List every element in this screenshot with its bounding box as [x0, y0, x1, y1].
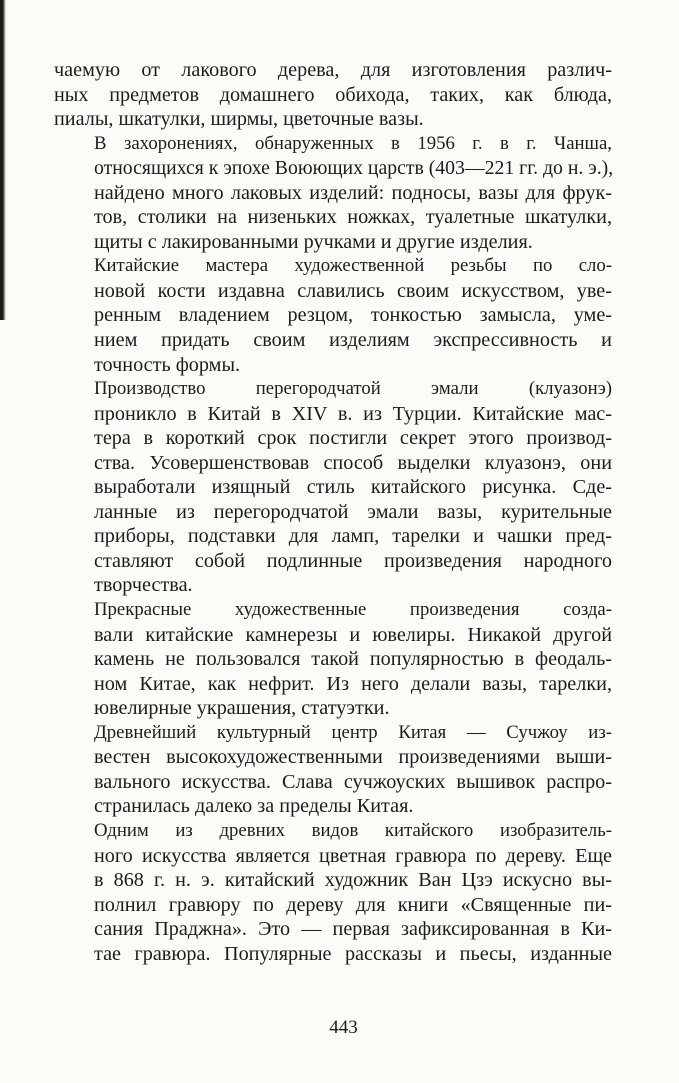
text-line: ювелирные украшения, статуэтки.: [94, 697, 390, 720]
text-line: тера в короткий срок постигли секрет этого производ-: [94, 427, 612, 450]
paragraph-5: [54, 598, 612, 721]
text-line: ства. Усовершенствовав способ выделки клуазонэ, они: [94, 451, 612, 474]
paragraph-7: [54, 819, 612, 966]
text-line: проникло в Китай в XIV в. из Турции. Китайские мас-: [94, 402, 612, 425]
text-line: приборы, подставки для ламп, тарелки и чашки пред-: [94, 525, 612, 548]
text-line: Прекрасные художественные произведения созда-: [94, 599, 612, 621]
text-line: Древнейший культурный центр Китая — Сучжоу из-: [94, 721, 612, 743]
text-line: ного искусства является цветная гравюра по дереву. Еще: [94, 844, 612, 867]
text-line: Одним из древних видов китайского изобразитель-: [94, 819, 612, 841]
text-line: полнил гравюру по дереву для книги «Священные пи-: [94, 893, 612, 916]
paragraph-3: [54, 254, 612, 377]
text-line: тов, столики на низеньких ножках, туалетные шкатулки,: [94, 206, 612, 229]
text-line: чаемую от лакового дерева, для изготовления различ-: [54, 59, 612, 81]
text-line: ном Китае, как нефрит. Из него делали вазы, тарелки,: [94, 672, 612, 695]
text-line: странилась далеко за пределы Китая.: [94, 795, 414, 818]
text-line: камень не пользовался такой популярностью в феодаль-: [94, 648, 612, 671]
text-line: в 868 г. н. э. китайский художник Ван Цзэ искусно вы-: [94, 869, 612, 892]
text-line: щиты с лакированными ручками и другие изделия.: [94, 230, 533, 253]
text-line: ланные из перегородчатой эмали вазы, курительные: [94, 500, 612, 523]
paragraph-2: [54, 132, 612, 255]
text-line: В захоронениях, обнаруженных в 1956 г. в г. Чанша,: [94, 132, 612, 154]
paragraph-4: [54, 377, 612, 598]
text-line: творчества.: [94, 574, 193, 597]
page-number: 443: [329, 1017, 358, 1038]
scan-edge-shadow: [0, 0, 6, 320]
text-line: точность формы.: [94, 353, 241, 376]
text-line: вестен высокохудожественными произведениями выши-: [94, 746, 612, 769]
text-line: относящихся к эпохе Воюющих царств (403—221 гг. до н. э.),: [94, 157, 614, 180]
page-body: [54, 58, 612, 966]
text-line: пиалы, шкатулки, ширмы, цветочные вазы.: [54, 108, 424, 131]
text-line: ставляют собой подлинные произведения народного: [94, 549, 612, 572]
text-line: ных предметов домашнего обихода, таких, как блюда,: [54, 83, 612, 106]
text-line: ренным владением резцом, тонкостью замысла, уме-: [94, 304, 612, 327]
text-line: новой кости издавна славились своим искусством, уве-: [94, 279, 612, 302]
text-line: вального искусства. Слава сучжоуских вышивок распро-: [94, 770, 612, 793]
text-line: сания Праджна». Это — первая зафиксированная в Ки-: [94, 918, 612, 941]
text-line: выработали изящный стиль китайского рисунка. Сде-: [94, 476, 612, 499]
text-line: Производство перегородчатой эмали (клуазонэ): [94, 378, 612, 400]
text-line: нием придать своим изделиям экспрессивность и: [94, 329, 612, 352]
text-line: тае гравюра. Популярные рассказы и пьесы, изданные: [94, 942, 612, 965]
paragraph-6: [54, 721, 612, 819]
paragraph-1: [54, 58, 612, 132]
text-line: Китайские мастера художественной резьбы по сло-: [94, 255, 612, 277]
text-line: найдено много лаковых изделий: подносы, вазы для фрук-: [94, 181, 612, 204]
text-line: вали китайские камнерезы и ювелиры. Никакой другой: [94, 623, 612, 646]
